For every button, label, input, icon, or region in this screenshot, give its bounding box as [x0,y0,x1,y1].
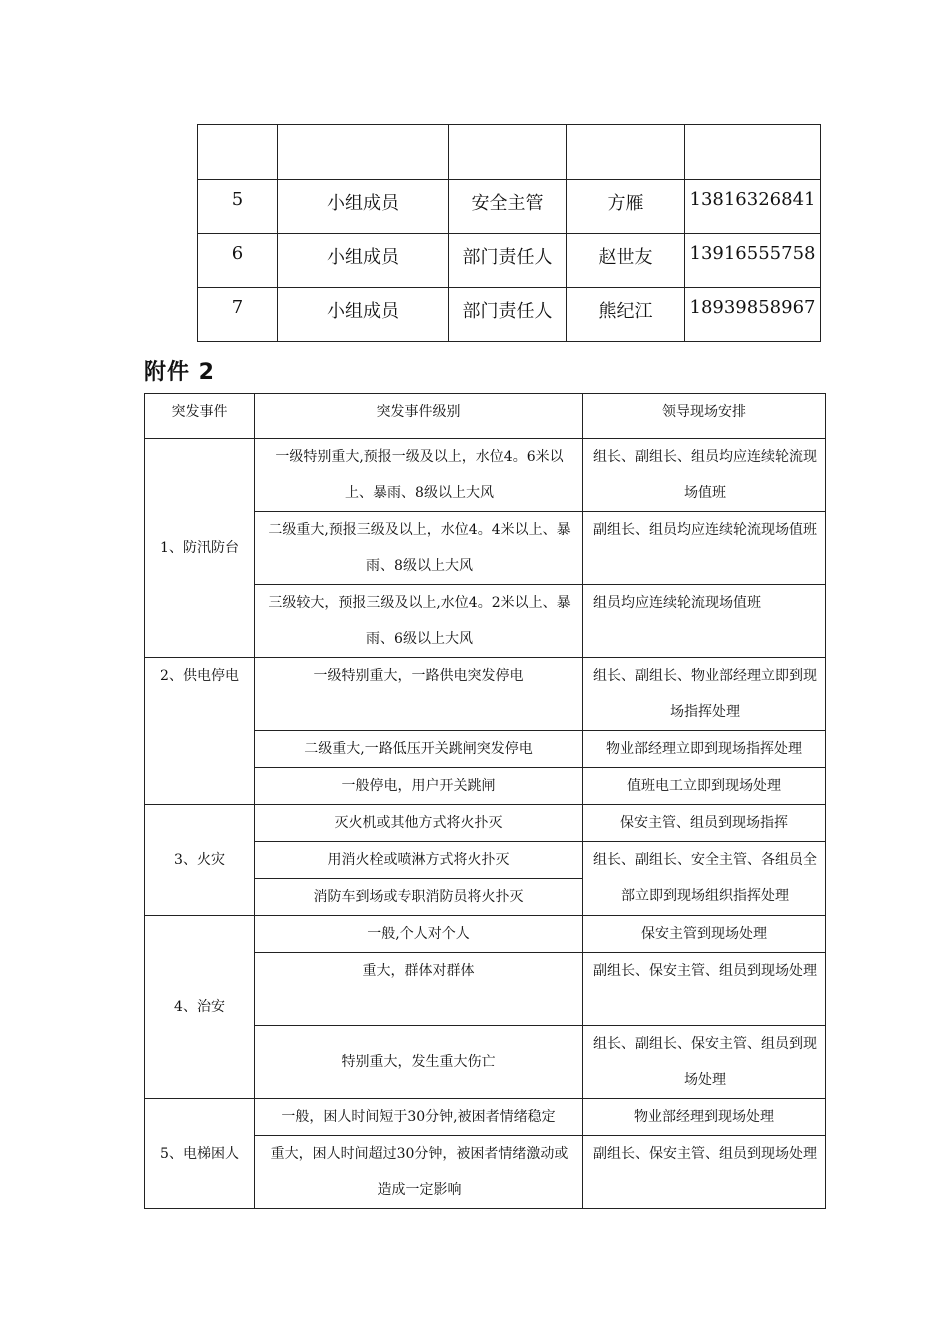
event-arrangement: 副组长、保安主管、组员到现场处理 [583,953,826,1026]
member-phone: 13816326841 [685,180,821,234]
event-level: 用消火栓或喷淋方式将火扑灭 [255,842,583,879]
table-cell [449,125,567,180]
event-level: 重大，困人时间超过30分钟，被困者情绪激动或造成一定影响 [255,1136,583,1209]
table-header-row [145,394,826,439]
member-phone: 18939858967 [685,288,821,342]
table-row [198,288,821,342]
table-row [145,916,826,953]
event-arrangement: 副组长、保安主管、组员到现场处理 [583,1136,826,1209]
member-role: 小组成员 [278,234,449,288]
event-name: 1、防汛防台 [145,439,255,658]
table-row [145,439,826,512]
event-level: 一级特别重大，一路供电突发停电 [255,658,583,731]
table-row [145,805,826,842]
member-number: 5 [198,180,278,234]
member-phone: 13916555758 [685,234,821,288]
event-arrangement: 保安主管到现场处理 [583,916,826,953]
member-name: 方雁 [567,180,685,234]
event-level: 二级重大,一路低压开关跳闸突发停电 [255,731,583,768]
event-arrangement: 值班电工立即到现场处理 [583,768,826,805]
table-row [145,1099,826,1136]
event-name: 5、电梯困人 [145,1099,255,1209]
event-arrangement: 组员均应连续轮流现场值班 [583,585,826,658]
event-arrangement: 组长、副组长、安全主管、各组员全部立即到现场组织指挥处理 [583,842,826,916]
table-row [198,180,821,234]
table-cell [685,125,821,180]
member-role: 小组成员 [278,180,449,234]
emergency-table [144,393,826,1209]
member-position: 安全主管 [449,180,567,234]
event-arrangement: 副组长、组员均应连续轮流现场值班 [583,512,826,585]
table-row [198,125,821,180]
table-row [198,234,821,288]
event-level: 消防车到场或专职消防员将火扑灭 [255,879,583,916]
contact-table [197,124,821,342]
annex-heading: 附件 2 [144,360,215,385]
event-arrangement: 组长、副组长、物业部经理立即到现场指挥处理 [583,658,826,731]
member-role: 小组成员 [278,288,449,342]
event-name: 2、供电停电 [145,658,255,805]
event-level: 特别重大，发生重大伤亡 [255,1026,583,1099]
header-event: 突发事件 [145,394,255,439]
member-name: 熊纪江 [567,288,685,342]
event-level: 灭火机或其他方式将火扑灭 [255,805,583,842]
table-cell [567,125,685,180]
event-level: 一般停电，用户开关跳闸 [255,768,583,805]
member-number: 7 [198,288,278,342]
table-row [145,658,826,731]
event-arrangement: 组长、副组长、组员均应连续轮流现场值班 [583,439,826,512]
event-arrangement: 组长、副组长、保安主管、组员到现场处理 [583,1026,826,1099]
header-arrangement: 领导现场安排 [583,394,826,439]
event-level: 一般，困人时间短于30分钟,被困者情绪稳定 [255,1099,583,1136]
event-level: 二级重大,预报三级及以上，水位4。4米以上、暴雨、8级以上大风 [255,512,583,585]
header-level: 突发事件级别 [255,394,583,439]
member-position: 部门责任人 [449,288,567,342]
event-level: 三级较大，预报三级及以上,水位4。2米以上、暴雨、6级以上大风 [255,585,583,658]
event-arrangement: 物业部经理立即到现场指挥处理 [583,731,826,768]
event-arrangement: 保安主管、组员到现场指挥 [583,805,826,842]
event-name: 4、治安 [145,916,255,1099]
event-name: 3、火灾 [145,805,255,916]
table-cell [278,125,449,180]
member-position: 部门责任人 [449,234,567,288]
event-arrangement: 物业部经理到现场处理 [583,1099,826,1136]
member-name: 赵世友 [567,234,685,288]
event-level: 重大，群体对群体 [255,953,583,1026]
member-number: 6 [198,234,278,288]
table-cell [198,125,278,180]
event-level: 一般,个人对个人 [255,916,583,953]
event-level: 一级特别重大,预报一级及以上，水位4。6米以上、暴雨、8级以上大风 [255,439,583,512]
